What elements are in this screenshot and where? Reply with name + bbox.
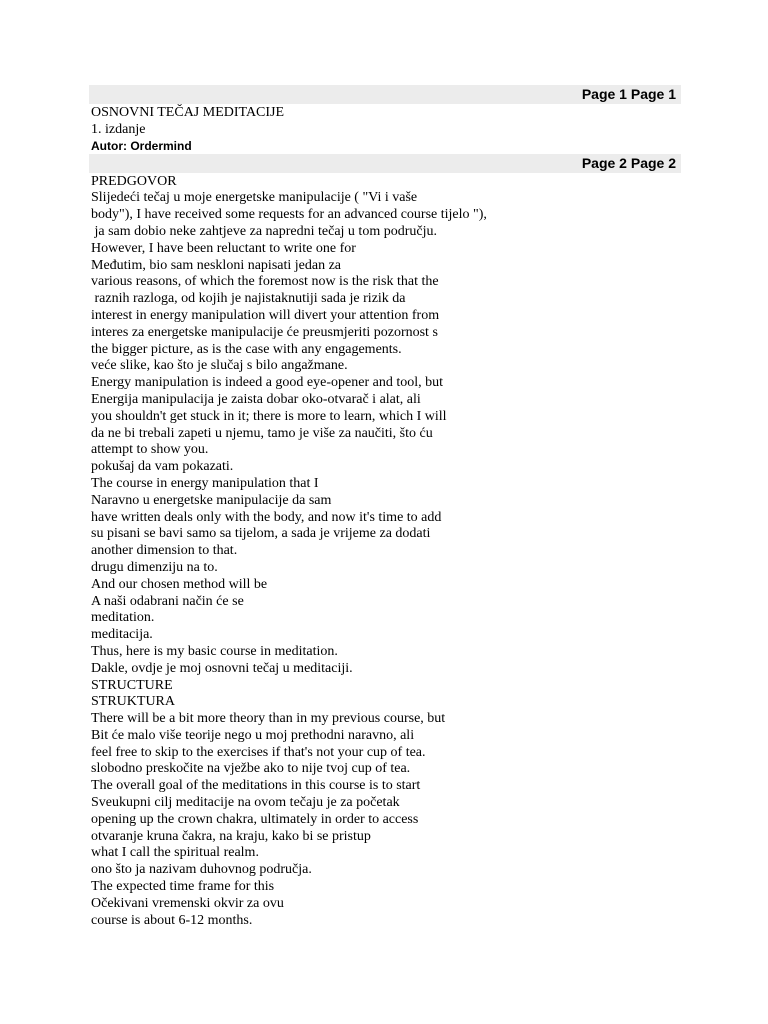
text-line: Sveukupni cilj meditacije na ovom tečaju je za početak xyxy=(91,795,400,811)
text-line: STRUKTURA xyxy=(91,694,176,710)
text-line: veće slike, kao što je slučaj s bilo angažmane. xyxy=(91,358,348,374)
document-content xyxy=(89,85,681,929)
author-text: Autor: Ordermind xyxy=(91,138,192,153)
text-line: Energija manipulacija je zaista dobar oko-otvarač i alat, ali xyxy=(91,391,421,407)
text-line: The course in energy manipulation that I xyxy=(91,475,319,491)
text-line: another dimension to that. xyxy=(91,543,238,559)
text-line: otvaranje kruna čakra, na kraju, kako bi se pristup xyxy=(91,828,371,844)
edition-text: 1. izdanje xyxy=(91,121,146,137)
text-line: Očekivani vremenski okvir za ovu xyxy=(91,895,284,911)
text-line: ono što ja nazivam duhovnog područja. xyxy=(91,862,312,878)
text-line: body"), I have received some requests for an advanced course tijelo "), xyxy=(91,207,487,223)
text-line: Naravno u energetske manipulacije da sam xyxy=(91,492,332,508)
text-line: There will be a bit more theory than in my previous course, but xyxy=(91,711,446,727)
text-line: attempt to show you. xyxy=(91,442,209,458)
text-line: course is about 6-12 months. xyxy=(91,912,253,928)
page-2-header: Page 2 Page 2 xyxy=(89,154,681,173)
text-line: su pisani se bavi samo sa tijelom, a sada je vrijeme za dodati xyxy=(91,526,431,542)
text-line: Slijedeći tečaj u moje energetske manipulacije ( "Vi i vaše xyxy=(91,190,418,206)
text-line: Bit će malo više teorije nego u moj prethodni naravno, ali xyxy=(91,727,415,743)
text-line: Međutim, bio sam neskloni napisati jedan za xyxy=(91,257,342,273)
document-title: OSNOVNI TEČAJ MEDITACIJE xyxy=(91,105,285,120)
text-line: Energy manipulation is indeed a good eye-opener and tool, but xyxy=(91,375,443,391)
text-line: what I call the spiritual realm. xyxy=(91,845,259,861)
text-line: Thus, here is my basic course in meditation. xyxy=(91,643,338,659)
text-line: meditation. xyxy=(91,610,155,626)
text-line: The overall goal of the meditations in this course is to start xyxy=(91,778,421,794)
text-line: STRUCTURE xyxy=(91,677,173,693)
text-line: PREDGOVOR xyxy=(91,173,177,189)
text-line: And our chosen method will be xyxy=(91,576,268,592)
text-line: Dakle, ovdje je moj osnovni tečaj u meditaciji. xyxy=(91,660,353,676)
text-line: you shouldn't get stuck in it; there is more to learn, which I will xyxy=(91,408,447,424)
page-1-header: Page 1 Page 1 xyxy=(89,85,681,104)
text-line: raznih razloga, od kojih je najistaknutiji sada je rizik da xyxy=(91,291,406,307)
text-line: meditacija. xyxy=(91,627,153,643)
text-line: interest in energy manipulation will divert your attention from xyxy=(91,307,440,323)
text-line: The expected time frame for this xyxy=(91,879,275,895)
text-line: the bigger picture, as is the case with any engagements. xyxy=(91,341,402,357)
text-line: feel free to skip to the exercises if that's not your cup of tea. xyxy=(91,744,426,760)
text-line: interes za energetske manipulacije će preusmjeriti pozornost s xyxy=(91,324,438,340)
text-line: However, I have been reluctant to write one for xyxy=(91,240,356,256)
page-2-body xyxy=(89,174,681,930)
text-line: have written deals only with the body, and now it's time to add xyxy=(91,509,442,525)
text-line: pokušaj da vam pokazati. xyxy=(91,459,234,475)
text-line: opening up the crown chakra, ultimately in order to access xyxy=(91,811,419,827)
text-line: ja sam dobio neke zahtjeve za napredni tečaj u tom području. xyxy=(91,223,437,239)
text-line: various reasons, of which the foremost now is the risk that the xyxy=(91,274,439,290)
text-line: da ne bi trebali zapeti u njemu, tamo je više za naučiti, što ću xyxy=(91,425,433,441)
text-line: drugu dimenziju na to. xyxy=(91,559,218,575)
text-line: slobodno preskočite na vježbe ako to nije tvoj cup of tea. xyxy=(91,761,411,777)
text-line: A naši odabrani način će se xyxy=(91,593,244,609)
